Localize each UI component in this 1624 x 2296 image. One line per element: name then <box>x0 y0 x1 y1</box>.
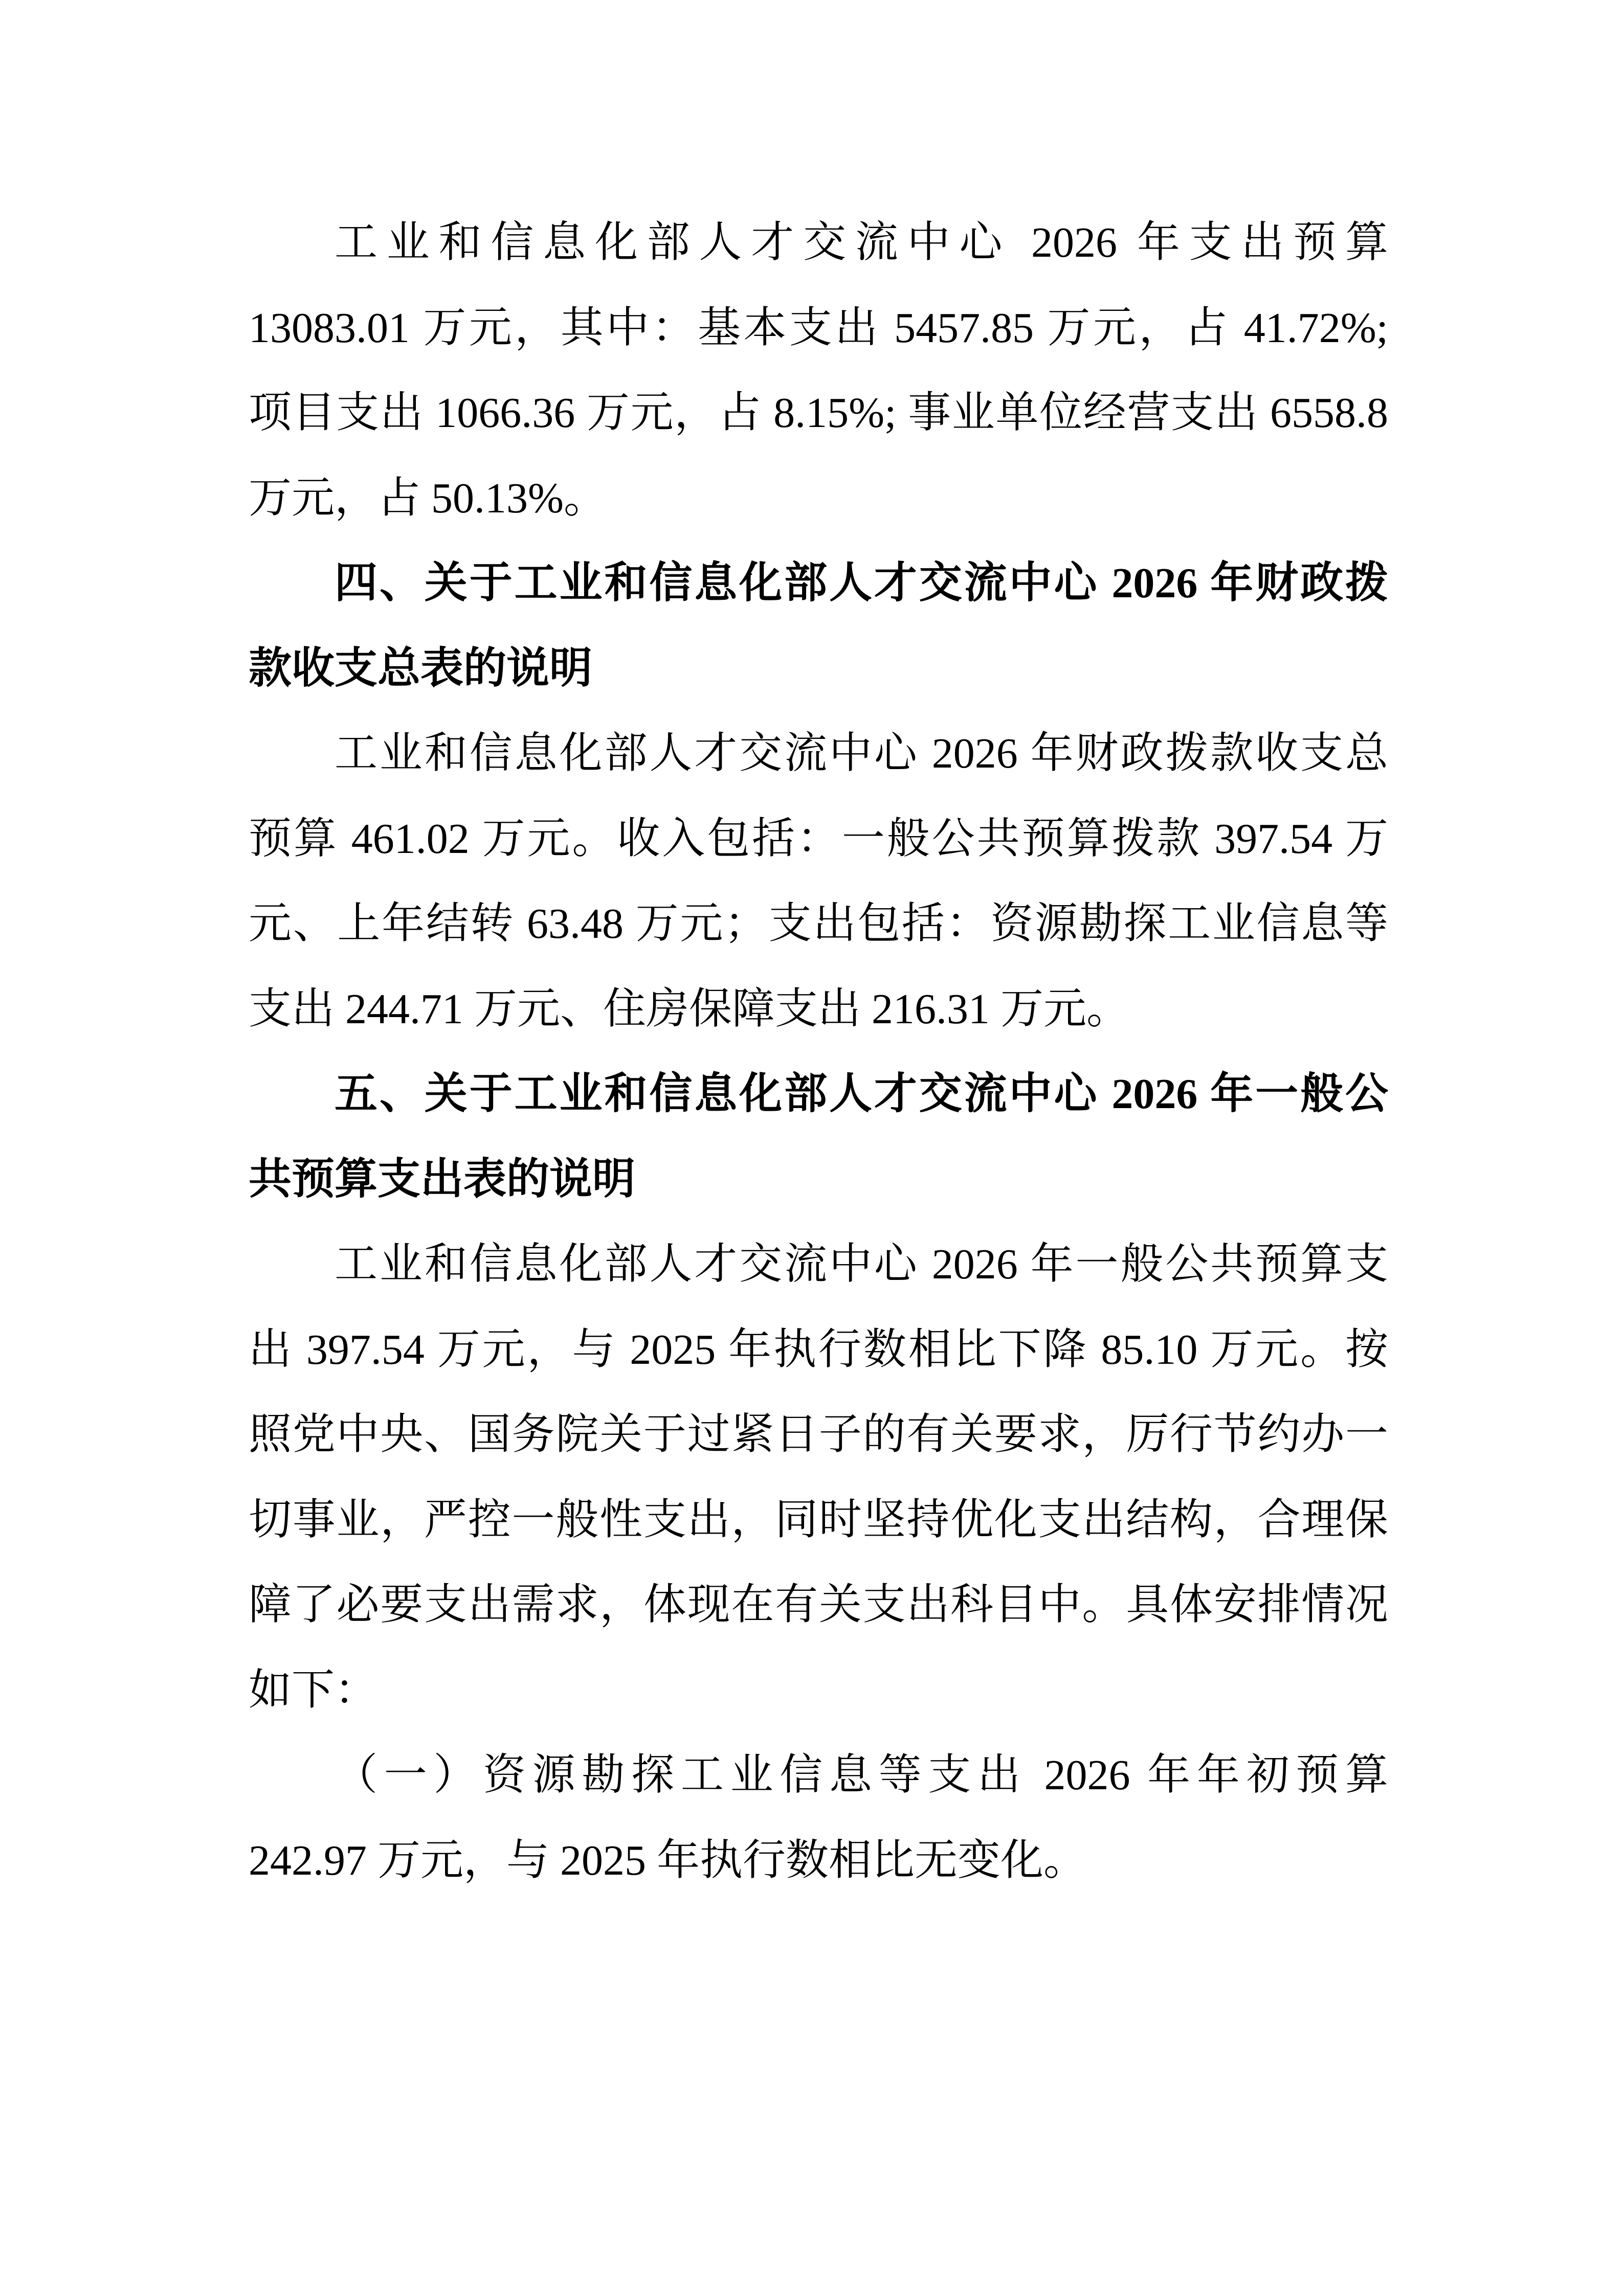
heading-line: 共预算支出表的说明 <box>249 1155 636 1203</box>
text-line: 出 397.54 万元，与 2025 年执行数相比下降 85.10 万元。按 <box>249 1325 1388 1374</box>
para-expenditure-budget-summary <box>249 200 1388 541</box>
para-item-1-resource-exploration-expenditure <box>249 1733 1388 1903</box>
text-line: 障了必要支出需求，体现在有关支出科目中。具体安排情况 <box>249 1581 1388 1629</box>
text-line: 242.97 万元，与 2025 年执行数相比无变化。 <box>249 1836 1087 1884</box>
text-line: 如下： <box>249 1666 378 1714</box>
text-line: 切事业，严控一般性支出，同时坚持优化支出结构，合理保 <box>249 1496 1388 1544</box>
text-line: 工业和信息化部人才交流中心 2026 年一般公共预算支 <box>335 1241 1388 1288</box>
heading-line: 五、关于工业和信息化部人才交流中心 2026 年一般公 <box>335 1070 1388 1118</box>
heading-section-4-fiscal-allocation-table <box>249 541 1388 711</box>
para-fiscal-allocation-summary <box>249 711 1388 1052</box>
text-line: 万元，占 50.13%。 <box>249 474 607 522</box>
text-line: 预算 461.02 万元。收入包括：一般公共预算拨款 397.54 万 <box>249 815 1388 863</box>
heading-line: 四、关于工业和信息化部人才交流中心 2026 年财政拨 <box>335 559 1388 607</box>
text-line: 工业和信息化部人才交流中心 2026 年财政拨款收支总 <box>335 730 1388 777</box>
text-line: 照党中央、国务院关于过紧日子的有关要求，厉行节约办一 <box>249 1411 1388 1458</box>
text-line: 13083.01 万元，其中：基本支出 5457.85 万元，占 41.72%; <box>249 304 1388 352</box>
text-line: （一）资源勘探工业信息等支出 2026 年年初预算 <box>335 1751 1388 1799</box>
text-line: 项目支出 1066.36 万元，占 8.15%; 事业单位经营支出 6558.8 <box>249 389 1388 437</box>
text-line: 工业和信息化部人才交流中心 2026 年支出预算 <box>335 219 1388 266</box>
text-block <box>249 200 1388 1903</box>
text-line: 元、上年结转 63.48 万元；支出包括：资源勘探工业信息等 <box>249 900 1388 948</box>
heading-line: 款收支总表的说明 <box>249 644 593 692</box>
heading-section-5-general-public-budget-table <box>249 1052 1388 1222</box>
text-line: 支出 244.71 万元、住房保障支出 216.31 万元。 <box>249 985 1130 1033</box>
para-general-public-budget-summary <box>249 1222 1388 1733</box>
